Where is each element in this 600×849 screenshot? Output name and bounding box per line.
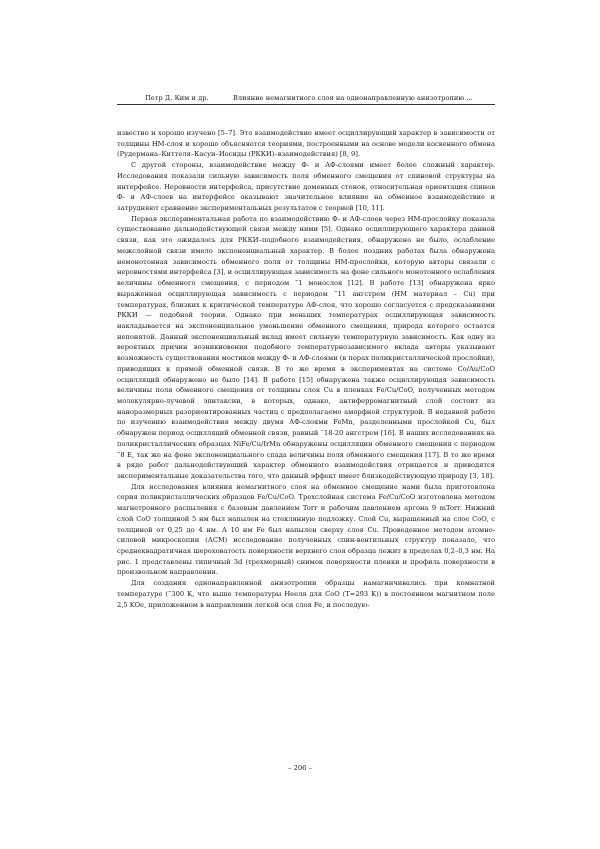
paragraph: Для исследования влияния немагнитного слоя на обменное смещение нами была приготовлена серия поликристаллических образцов Fe/Cu/CoO. Трехслойная система Fe/Cu/CoO изготовлена методом магнетронного распыления с базовым давлением Torr и рабочим давлением аргона 9 mTorr. Нижний слой CoO толщиной 5 нм был напылен на стеклянную подложку. Слой Cu, выращенный на слое CoO, с толщиной от 0,25 до 4 нм. А 10 нм Fe был напылен сверху слоя Cu. Проведенное методом атомно-силовой микроскопии (АСМ) исследование полученных спин-вентильных структур показало, что среднеквадратичная шероховатость поверхности верхнего слоя образца лежит в пределах 0,2–0,3 нм. На рис. 1 представлены типичный 3d (трехмерный) снимок поверхности пленки и профиль поверхности в произвольном направлении.	[117, 482, 495, 577]
header-rule	[117, 104, 495, 105]
paragraph-continuation: известно и хорошо изучено [5–7]. Это взаимодействие имеет осциллирующий характер в зависимости от толщины НМ-слоя и хорошо объясняется теориями, построенными на основе модели косвенного обмена (Рудермана–Киттеля–Касуи–Иосиды (РККИ)–взаимодействия) [8, 9].	[117, 129, 495, 159]
header-author: Петр Д. Ким и др.	[145, 94, 209, 102]
paragraph: С другой стороны, взаимодействие между Ф- и АФ-слоями имеет более сложный характер. Исследования показали сильную зависимость поля обменного смещения от спиновой структуры на интерфейсе. Неровности интерфейса, присутствие доменных стенок, относительная ориентация спинов Ф- и АФ-слоев на интерфейсе оказывают значительное влияние на обменное взаимодействие и затрудняют сравнение экспериментальных результатов с теорией [10, 11].	[117, 161, 495, 213]
page-number: – 206 –	[287, 764, 313, 772]
article-body	[117, 128, 495, 610]
running-header	[117, 93, 495, 103]
header-title: Влияние немагнитного слоя на однонаправленную анизотропию ...	[233, 94, 473, 102]
paragraph: Для создания однонаправленной анизотропии образцы намагничивались при комнатной температуре (˜300 K, что выше температуры Нееля для CoO (T=293 K)) в постоянном магнитном поле 2,5 KOe, приложенном в направлении легкой оси слоя Fe, и последую-	[117, 579, 495, 609]
paragraph: Первая экспериментальная работа по взаимодействию Ф- и АФ-слоев через НМ-прослойку показала существование дальнодействующей связи между ними [5]. Однако осциллирующего характера данной связи, как это ожидалось для РККИ–подобного взаимодействия, обнаружено не было, ослабление межслойной связи имело экспоненциальный характер. В более поздних работах была обнаружена немонотонная зависимость обменного поля от толщины НМ-прослойки, которую авторы связали с неровностями интерфейса [3], и осциллирующая зависимость на фоне сильного монотонного ослабления величины обменного смещения, с периодом ˜1 монослоя [12]. В работе [13] обнаружена ярко выраженная осциллирующая зависимость с периодом ˜11 ангстрем (НМ материал – Cu) при температурах, близких к критической температуре АФ-слоя, что хорошо согласуется с предсказаниями РККИ — подобной теории. Однако при меньших температурах осциллирующая зависимость накладывается на экспоненциальное уменьшение обменного смещения, природа которого остается непонятой. Данный экспоненциальный вклад имеет сильную температурную зависимость. Как одну из вероятных причин возникновения подобного температурнозависимого вклада авторы указывают возможность существования мостиков между Ф- и АФ-слоями (в порах поликристаллической прослойки), приводящих к прямой обменной связи. В то же время в экспериментах на системе Co/Au/CoO осцилляций обнаружено не было [14]. В работе [15] обнаружена также осциллирующая зависимость величины поля обменного смещения от толщины слоя Cu в пленках Fe/Cu/CoO, полученных методом молекулярно-лучевой эпитаксии, в которых, однако, антиферромагнитный слой состоит из наноразмерных разориентированных частиц с предполагаемо аморфной структурой. В недавней работе по изучению взаимодействия между двумя АФ-слоями FeMn, разделенными прослойкой Cu, был обнаружен период осцилляций обменной связи, равный ˜18-20 ангстрем [16]. В наших исследованиях на поликристаллических образцах NiFe/Cu/IrMn обнаружены осцилляции обменного смещения с периодом ˜8 E, так же на фоне экспоненциального спада величины поля обменного смещения [17]. В то же время в ряде работ дальнодействующий характер обменного взаимодействия отрицается и приводятся экспериментальные доказательства того, что данный эффект имеет близкодействующую природу [3, 18].	[117, 214, 495, 480]
